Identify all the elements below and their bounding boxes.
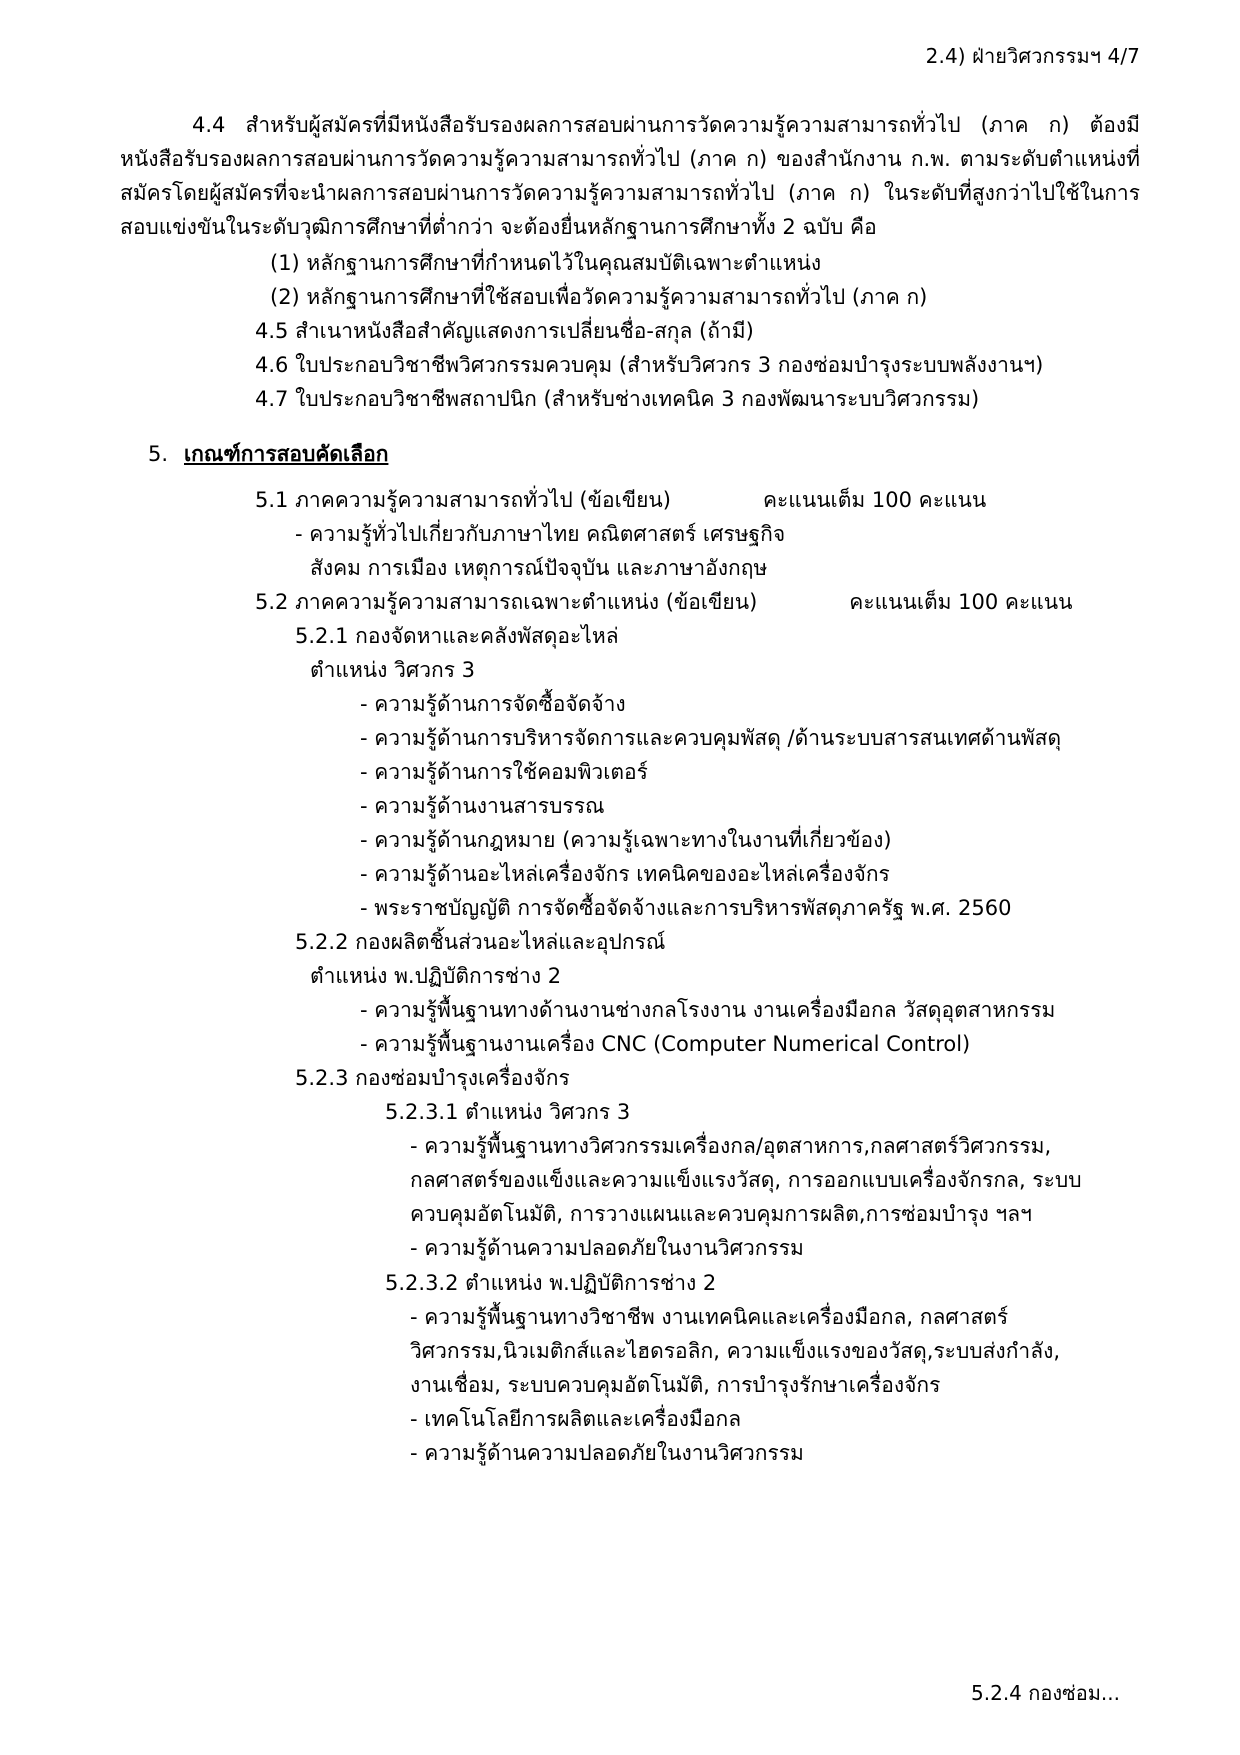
item-5-2-2-bullet: - ความรู้พื้นฐานทางด้านงานช่างกลโรงงาน งานเครื่องมือกล วัสดุอุตสาหกรรม xyxy=(360,998,1056,1023)
item-5-2-3-2-bullet: - ความรู้พื้นฐานทางวิชาชีพ งานเทคนิคและเครื่องมือกล, กลศาสตร์วิศวกรรม,นิวเมติกส์และไฮดรอลิก, ความแข็งแรงของวัสดุ,ระบบส่งกำลัง, งานเชื่อม, ระบบควบคุมอัตโนมัติ, การบำรุงรักษาเครื่องจักร xyxy=(410,1304,1067,1397)
item-5-2-1-bullet: - ความรู้ด้านการใช้คอมพิวเตอร์ xyxy=(360,760,648,785)
item-5-2-2-position: ตำแหน่ง พ.ปฏิบัติการช่าง 2 xyxy=(310,964,562,989)
item-5-2-2-heading: 5.2.2 กองผลิตชิ้นส่วนอะไหล่และอุปกรณ์ xyxy=(295,930,666,955)
item-5-2-1-bullet: - ความรู้ด้านอะไหล่เครื่องจักร เทคนิคของอะไหล่เครื่องจักร xyxy=(360,862,890,887)
paragraph-4-5: 4.5 สำเนาหนังสือสำคัญแสดงการเปลี่ยนชื่อ-สกุล (ถ้ามี) xyxy=(255,319,754,344)
item-5-2-1-position: ตำแหน่ง วิศวกร 3 xyxy=(310,658,476,683)
item-5-2-2-bullet: - ความรู้พื้นฐานงานเครื่อง CNC (Computer Numerical Control) xyxy=(360,1032,971,1057)
item-5-2-3-1-bullet: - ความรู้พื้นฐานทางวิศวกรรมเครื่องกล/อุตสาหการ,กลศาสตร์วิศวกรรม, กลศาสตร์ของแข็งและความแข็งแรงวัสดุ, การออกแบบเครื่องจักรกล, ระบบควบคุมอัตโนมัติ, การวางแผนและควบคุมการผลิต,การซ่อมบำรุง ฯลฯ xyxy=(410,1134,1082,1227)
item-5-2-1-bullet: - ความรู้ด้านกฎหมาย (ความรู้เฉพาะทางในงานที่เกี่ยวข้อง) xyxy=(360,828,892,853)
item-5-2-label: 5.2 ภาคความรู้ความสามารถเฉพาะตำแหน่ง (ข้อเขียน) xyxy=(255,590,758,615)
item-5-2-3-2-bullet: - เทคโนโลยีการผลิตและเครื่องมือกล xyxy=(410,1406,742,1431)
item-5-2-1-bullet: - ความรู้ด้านงานสารบรรณ xyxy=(360,794,605,819)
item-5-1-label: 5.1 ภาคความรู้ความสามารถทั่วไป (ข้อเขียน) xyxy=(255,488,671,513)
item-5-2-3-1-bullet: - ความรู้ด้านความปลอดภัยในงานวิศวกรรม xyxy=(410,1236,804,1261)
paragraph-4-4: 4.4 สำหรับผู้สมัครที่มีหนังสือรับรองผลการสอบผ่านการวัดความรู้ความสามารถทั่วไป (ภาค ก) ต้องมีหนังสือรับรองผลการสอบผ่านการวัดความรู้ความสามารถทั่วไป (ภาค ก) ของสำนักงาน ก.พ. ตามระดับตำแหน่งที่สมัครโดยผู้สมัครที่จะนำผลการสอบผ่านการวัดความรู้ความสามารถทั่วไป (ภาค ก) ในระดับที่สูงกว่าไปใช้ในการสอบแข่งขันในระดับวุฒิการศึกษาที่ต่ำกว่า จะต้องยื่นหลักฐานการศึกษาทั้ง 2 ฉบับ คือ xyxy=(120,113,1140,240)
section-5-title: เกณฑ์การสอบคัดเลือก xyxy=(184,442,389,467)
item-5-1-detail-2: สังคม การเมือง เหตุการณ์ปัจจุบัน และภาษาอังกฤษ xyxy=(310,556,768,581)
item-5-2-1-heading: 5.2.1 กองจัดหาและคลังพัสดุอะไหล่ xyxy=(295,624,619,649)
list-item-2: (2) หลักฐานการศึกษาที่ใช้สอบเพื่อวัดความรู้ความสามารถทั่วไป (ภาค ก) xyxy=(270,285,928,310)
item-5-2-3-1-heading: 5.2.3.1 ตำแหน่ง วิศวกร 3 xyxy=(385,1100,631,1125)
item-5-2-3-heading: 5.2.3 กองซ่อมบำรุงเครื่องจักร xyxy=(295,1066,570,1091)
page-footer-continuation: 5.2.4 กองซ่อม... xyxy=(971,1681,1120,1705)
paragraph-4-6: 4.6 ใบประกอบวิชาชีพวิศวกรรมควบคุม (สำหรับวิศวกร 3 กองซ่อมบำรุงระบบพลังงานฯ) xyxy=(255,353,1044,378)
paragraph-4-7: 4.7 ใบประกอบวิชาชีพสถาปนิก (สำหรับช่างเทคนิค 3 กองพัฒนาระบบวิศวกรรม) xyxy=(255,387,980,412)
item-5-2-3-2-bullet: - ความรู้ด้านความปลอดภัยในงานวิศวกรรม xyxy=(410,1440,804,1465)
section-5-number: 5. xyxy=(148,442,169,467)
item-5-2-1-bullet: - ความรู้ด้านการจัดซื้อจัดจ้าง xyxy=(360,692,626,717)
list-item-1: (1) หลักฐานการศึกษาที่กำหนดไว้ในคุณสมบัติเฉพาะตำแหน่ง xyxy=(270,251,822,276)
item-5-1-score: คะแนนเต็ม 100 คะแนน xyxy=(762,488,987,513)
item-5-2-3-2-heading: 5.2.3.2 ตำแหน่ง พ.ปฏิบัติการช่าง 2 xyxy=(385,1270,717,1295)
item-5-2-score: คะแนนเต็ม 100 คะแนน xyxy=(849,590,1073,615)
item-5-2-1-bullet: - พระราชบัญญัติ การจัดซื้อจัดจ้างและการบริหารพัสดุภาครัฐ พ.ศ. 2560 xyxy=(360,896,1012,921)
item-5-1-row xyxy=(120,483,1140,517)
item-5-1-detail-1: - ความรู้ทั่วไปเกี่ยวกับภาษาไทย คณิตศาสตร์ เศรษฐกิจ xyxy=(295,522,786,547)
page-header: 2.4) ฝ่ายวิศวกรรมฯ 4/7 xyxy=(925,44,1140,68)
item-5-2-1-bullet: - ความรู้ด้านการบริหารจัดการและควบคุมพัสดุ /ด้านระบบสารสนเทศด้านพัสดุ xyxy=(360,726,1062,751)
item-5-2-row xyxy=(120,585,1140,619)
section-5-heading xyxy=(120,438,1140,471)
